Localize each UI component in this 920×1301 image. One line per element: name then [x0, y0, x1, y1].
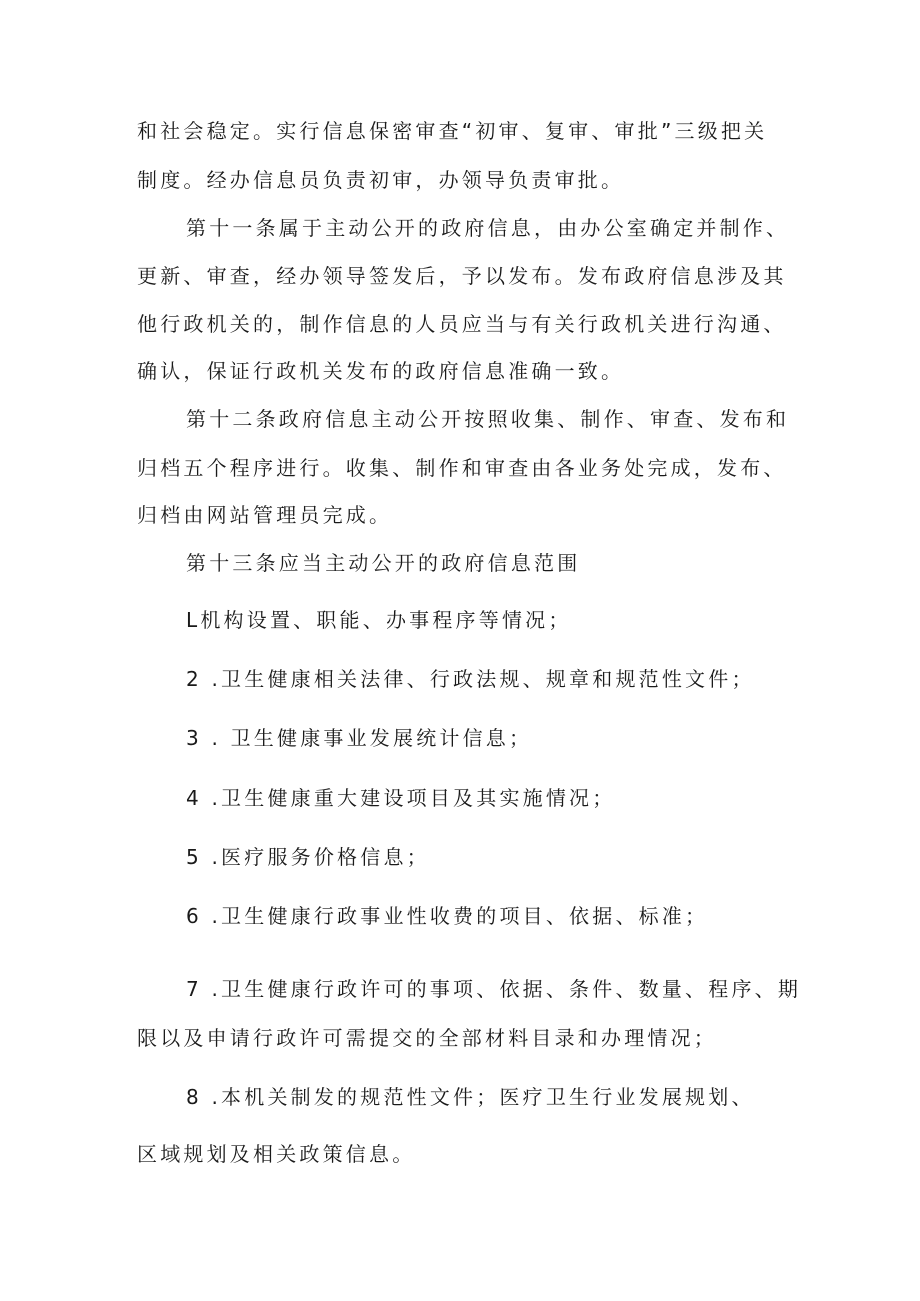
paragraph-line: 和社会稳定。实行信息保密审查“初审、复审、审批”三级把关: [137, 119, 768, 143]
article-11-line: 第十一条属于主动公开的政府信息，由办公室确定并制作、: [186, 216, 790, 240]
article-13-line: 第十三条应当主动公开的政府信息范围: [186, 551, 581, 575]
paragraph-line: 归档由网站管理员完成。: [137, 503, 393, 527]
list-item: 4 .卫生健康重大建设项目及其实施情况；: [186, 786, 616, 810]
paragraph-line: 他行政机关的，制作信息的人员应当与有关行政机关进行沟通、: [137, 312, 787, 336]
paragraph-line: 归档五个程序进行。收集、制作和审查由各业务处完成，发布、: [137, 456, 787, 480]
paragraph-line: 制度。经办信息员负责初审，办领导负责审批。: [137, 168, 625, 192]
list-item-continuation: 区域规划及相关政策信息。: [137, 1142, 416, 1166]
list-item: 2 .卫生健康相关法律、行政法规、规章和规范性文件；: [186, 667, 755, 691]
list-item: 6 .卫生健康行政事业性收费的项目、依据、标准；: [186, 904, 709, 928]
article-12-line: 第十二条政府信息主动公开按照收集、制作、审查、发布和: [186, 407, 790, 431]
list-item: 5 .医疗服务价格信息；: [186, 845, 430, 869]
list-item: 8 .本机关制发的规范性文件；医疗卫生行业发展规划、: [186, 1085, 755, 1109]
list-item: L机构设置、职能、办事程序等情况；: [186, 608, 572, 632]
paragraph-line: 更新、审查，经办领导签发后，予以发布。发布政府信息涉及其: [137, 264, 787, 288]
list-item: 3 . 卫生健康事业发展统计信息；: [186, 726, 533, 750]
list-item: 7 .卫生健康行政许可的事项、依据、条件、数量、程序、期: [186, 977, 802, 1001]
paragraph-line: 确认，保证行政机关发布的政府信息准确一致。: [137, 359, 625, 383]
list-item-continuation: 限以及申请行政许可需提交的全部材料目录和办理情况；: [137, 1026, 717, 1050]
